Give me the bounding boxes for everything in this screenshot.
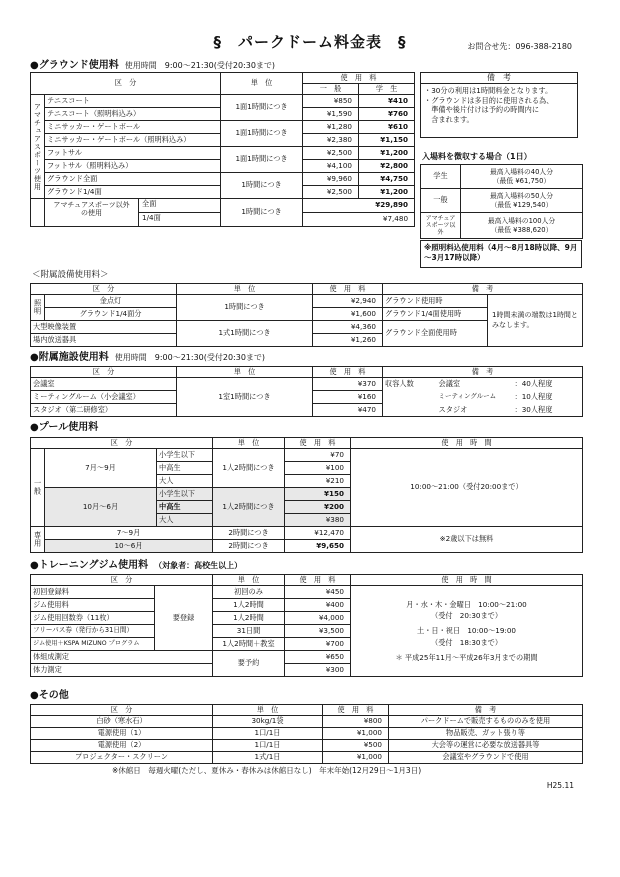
- facility-hours: 使用時間 9:00～21:30(受付20:30まで): [114, 353, 266, 362]
- pool-exclusive-label: 専用: [31, 527, 45, 553]
- ground-row-general: ¥1,280: [303, 121, 359, 134]
- light-label: 照明: [31, 295, 45, 321]
- facility-room: 会議室: [433, 378, 513, 391]
- other-row-note: パークドームで販売するもののみを使用: [389, 716, 583, 728]
- facility-row-fee: ¥370: [313, 378, 383, 391]
- other-row-name: 白砂（寒水石）: [31, 716, 213, 728]
- ground-row-unit: 1時間につき: [221, 173, 303, 199]
- gym-row-unit: 31日間: [213, 625, 285, 638]
- ground-row-name: テニスコート（照明料込み）: [45, 108, 221, 121]
- pool-group: 中高生: [157, 501, 213, 514]
- gym-row-name: 初回登録料: [31, 586, 155, 599]
- ground-row-name: グラウンド全面: [45, 173, 221, 186]
- other-heading: ●その他: [30, 690, 69, 701]
- gym-row-name: ジム使用＋KSPA MIZUNO プログラム: [31, 638, 155, 651]
- admission-title: 入場料を徴収する場合（1日）: [422, 152, 532, 161]
- other-use-label: アマチュアスポーツ以外の使用: [45, 199, 139, 226]
- pool-table: [30, 437, 583, 553]
- facility-row-name: 会議室: [31, 378, 177, 391]
- pool-summer-fee: ¥210: [285, 475, 351, 488]
- other-row-name: 電源使用（2）: [31, 740, 213, 752]
- gym-row-fee: ¥3,500: [285, 625, 351, 638]
- revision: H25.11: [546, 781, 574, 790]
- gym-row-fee: ¥450: [285, 586, 351, 599]
- pool-exclusive-fee: ¥12,470: [285, 527, 351, 540]
- pool-exclusive-period: 10～6月: [45, 540, 213, 553]
- ground-row-general: ¥850: [303, 95, 359, 108]
- ground-row-student: ¥4,750: [359, 173, 415, 186]
- ground-hours: 使用時間 9:00～21:30(受付20:30まで): [124, 61, 276, 70]
- equip-heading: ＜附属設備使用料＞: [32, 270, 109, 280]
- pool-winter-fee: ¥150: [285, 488, 351, 501]
- facility-heading-text: ●附属施設使用料: [30, 352, 109, 363]
- admission-desc: 最高入場料の50人分: [489, 191, 554, 200]
- other-row-fee: ¥500: [323, 740, 389, 752]
- ground-remarks-head: 備 考: [421, 73, 577, 84]
- gym-table: [30, 574, 583, 677]
- other-row-fee: ¥800: [323, 716, 389, 728]
- ground-row-general: ¥1,590: [303, 108, 359, 121]
- gym-row-fee: ¥4,000: [285, 612, 351, 625]
- admission-who: 一般: [421, 189, 461, 213]
- gym-row-name: 体組成測定: [31, 651, 213, 664]
- ground-table: [30, 72, 415, 227]
- equip-row-note: グラウンド1/4面使用時: [383, 308, 488, 321]
- ground-row-unit: 1面1時間につき: [221, 121, 303, 147]
- pool-exclusive-period: 7～9月: [45, 527, 213, 540]
- pool-hours: 10:00～21:00（受付20:00まで）: [351, 449, 583, 527]
- ground-row-student: ¥2,800: [359, 160, 415, 173]
- ground-row-name: グラウンド1/4面: [45, 186, 221, 199]
- facility-heading: [30, 352, 265, 364]
- page-title: § パークドーム料金表 §: [213, 33, 407, 51]
- other-h-unit: 単 位: [213, 705, 323, 716]
- admission-desc: 最高入場料の40人分: [489, 167, 554, 176]
- ground-row-unit: 1面1時間につき: [221, 95, 303, 121]
- facility-row-name: ミーティングルーム（小会議室）: [31, 391, 177, 404]
- pool-group: 大人: [157, 475, 213, 488]
- ground-row-unit: 1面1時間につき: [221, 147, 303, 173]
- pool-group: 中高生: [157, 462, 213, 475]
- other-row-unit: 30kg/1袋: [213, 716, 323, 728]
- gym-h-hours: 使 用 時 間: [351, 575, 583, 586]
- ground-h-student: 学 生: [359, 84, 415, 95]
- gym-reg-label: 要登録: [155, 586, 213, 651]
- admission-min: （最低 ¥129,540）: [490, 200, 553, 209]
- gym-row-fee: ¥300: [285, 664, 351, 677]
- other-row-fee: ¥29,890: [303, 199, 415, 213]
- pool-summer: 7月～9月: [45, 449, 157, 488]
- ground-row-name: フットサル（照明料込み）: [45, 160, 221, 173]
- facility-h-fee: 使 用 料: [313, 367, 383, 378]
- pool-unit: 1人2時間につき: [213, 488, 285, 527]
- equip-row-unit: 1式1時間につき: [177, 321, 313, 347]
- ground-h-category: 区 分: [31, 73, 221, 95]
- equip-table: [30, 283, 583, 347]
- admission-table: [420, 164, 583, 239]
- pool-h-category: 区 分: [31, 438, 213, 449]
- gym-weekday-rec: （受付 20:30まで）: [431, 611, 503, 621]
- pool-winter: 10月～6月: [45, 488, 157, 527]
- other-row-unit: 1口/1日: [213, 740, 323, 752]
- gym-row-unit: 1人2時間＋教室: [213, 638, 285, 651]
- pool-exclusive-unit: 2時間につき: [213, 527, 285, 540]
- pool-note: ※2歳以下は無料: [351, 527, 583, 553]
- other-h-fee: 使 用 料: [323, 705, 389, 716]
- gym-weekend: 土・日・祝日 10:00～19:00: [417, 626, 516, 636]
- gym-heading-text: ●トレーニングジム使用料: [30, 560, 149, 571]
- admission-desc: 最高入場料の100人分: [487, 216, 556, 225]
- pool-group: 大人: [157, 514, 213, 527]
- ground-row-general: ¥2,500: [303, 186, 359, 199]
- pool-heading: ●プール使用料: [30, 422, 99, 433]
- gym-row-fee: ¥650: [285, 651, 351, 664]
- equip-row-note: グラウンド使用時: [383, 295, 488, 308]
- equip-h-category: 区 分: [31, 284, 177, 295]
- equip-row-note: グラウンド全面使用時: [383, 321, 488, 347]
- ground-row-name: ミニサッカー・ゲートボール: [45, 121, 221, 134]
- gym-row-unit: 1人2時間: [213, 612, 285, 625]
- other-row-fee: ¥1,000: [323, 728, 389, 740]
- ground-row-name: テニスコート: [45, 95, 221, 108]
- facility-cap: ：30人程度: [513, 404, 583, 417]
- pool-h-fee: 使 用 料: [285, 438, 351, 449]
- facility-h-unit: 単 位: [177, 367, 313, 378]
- pool-group: 小学生以下: [157, 449, 213, 462]
- equip-row-fee: ¥4,360: [313, 321, 383, 334]
- other-row-unit: 1時間につき: [221, 199, 303, 227]
- equip-row-name: 金点灯: [45, 295, 177, 308]
- ground-row-student: ¥1,150: [359, 134, 415, 147]
- pool-summer-fee: ¥100: [285, 462, 351, 475]
- ground-row-student: ¥610: [359, 121, 415, 134]
- facility-row-name: スタジオ（第二研修室）: [31, 404, 177, 417]
- gym-h-category: 区 分: [31, 575, 213, 586]
- gym-row-unit: 初回のみ: [213, 586, 285, 599]
- gym-row-name: ジム使用回数券（11枚）: [31, 612, 155, 625]
- ground-row-general: ¥9,960: [303, 173, 359, 186]
- facility-room: ミーティングルーム: [438, 392, 497, 401]
- equip-row-fee: ¥1,260: [313, 334, 383, 347]
- capacity-label: 収容人数: [383, 378, 433, 417]
- facility-row-fee: ¥160: [313, 391, 383, 404]
- pool-exclusive-unit: 2時間につき: [213, 540, 285, 553]
- equip-h-fee: 使 用 料: [313, 284, 383, 295]
- ground-remarks-text: ・30分の利用は1時間料金となります。 ・グラウンドは多目的に使用される為、 準備や後片付けは予約の時間内に 含まれます。: [424, 86, 554, 125]
- ground-row-name: ミニサッカー・ゲートボール（照明料込み）: [45, 134, 221, 147]
- gym-period-note: ＊ 平成25年11月～平成26年3月までの期間: [395, 652, 538, 662]
- ground-row-general: ¥2,380: [303, 134, 359, 147]
- pool-general-label: 一般: [31, 449, 45, 527]
- ground-row-student: ¥410: [359, 95, 415, 108]
- ground-row-name: フットサル: [45, 147, 221, 160]
- equip-row-name: 場内放送器具: [31, 334, 177, 347]
- equip-h-unit: 単 位: [177, 284, 313, 295]
- other-use-cell: [45, 199, 221, 227]
- gym-h-unit: 単 位: [213, 575, 285, 586]
- equip-row-unit: 1時間につき: [177, 295, 313, 321]
- gym-h-fee: 使 用 料: [285, 575, 351, 586]
- other-row-name: 電源使用（1）: [31, 728, 213, 740]
- other-row-fee: ¥1,000: [323, 752, 389, 764]
- gym-row-name: 体力測定: [31, 664, 213, 677]
- other-row-note: 大会等の運営に必要な放送器具等: [389, 740, 583, 752]
- other-row-name: 1/4面: [142, 213, 161, 222]
- contact-info: お問合せ先：096-388-2180: [467, 42, 572, 51]
- pool-unit: 1人2時間につき: [213, 449, 285, 488]
- other-h-category: 区 分: [31, 705, 213, 716]
- facility-h-category: 区 分: [31, 367, 177, 378]
- pool-exclusive-fee: ¥9,650: [285, 540, 351, 553]
- gym-weekend-rec: （受付 18:30まで）: [431, 637, 503, 647]
- facility-table: [30, 366, 583, 417]
- facility-cap: ：40人程度: [513, 378, 583, 391]
- admission-min: （最低 ¥61,750）: [492, 176, 551, 185]
- other-row-note: 物品販売、ガット張り等: [389, 728, 583, 740]
- ground-row-student: ¥760: [359, 108, 415, 121]
- equip-h-remarks: 備 考: [383, 284, 583, 295]
- other-use-spacer: [31, 199, 45, 227]
- ground-row-student: ¥1,200: [359, 186, 415, 199]
- ground-h-general: 一 般: [303, 84, 359, 95]
- facility-unit: 1室1時間につき: [177, 378, 313, 417]
- lighting-note: ※照明料込使用料（4月～8月18時以降、9月～3月17時以降）: [420, 240, 582, 268]
- other-row-unit: 1口/1日: [213, 728, 323, 740]
- pool-winter-fee: ¥200: [285, 501, 351, 514]
- ground-h-unit: 単 位: [221, 73, 303, 95]
- ground-h-fee: 使 用 料: [303, 73, 415, 84]
- ground-row-student: ¥1,200: [359, 147, 415, 160]
- admission-min: （最低 ¥388,620）: [490, 225, 553, 234]
- gym-weekday: 月・水・木・金曜日 10:00～21:00: [406, 600, 527, 610]
- facility-row-fee: ¥470: [313, 404, 383, 417]
- facility-room: スタジオ: [433, 404, 513, 417]
- admission-who: アマチュアスポーツ以外: [421, 213, 461, 239]
- admission-who: 学生: [421, 165, 461, 189]
- pool-winter-fee: ¥380: [285, 514, 351, 527]
- other-h-remarks: 備 考: [389, 705, 583, 716]
- other-row-unit: 1式/1日: [213, 752, 323, 764]
- other-table: [30, 704, 583, 764]
- closed-days: ※休館日 毎週火曜(ただし、夏休み・春休みは休館日なし) 年末年始(12月29日～1月3日): [112, 766, 422, 775]
- other-row-name: 全面: [139, 199, 220, 213]
- gym-row-fee: ¥400: [285, 599, 351, 612]
- equip-row-fee: ¥1,600: [313, 308, 383, 321]
- ground-heading-text: ●グラウンド使用料: [30, 60, 119, 71]
- ground-heading: [30, 60, 275, 72]
- other-row-name: プロジェクター・スクリーン: [31, 752, 213, 764]
- facility-cap: ：10人程度: [513, 391, 583, 404]
- pool-h-unit: 単 位: [213, 438, 285, 449]
- other-row-note: 会議室やグラウンドで使用: [389, 752, 583, 764]
- gym-row-unit: 要予約: [213, 651, 285, 677]
- gym-row-fee: ¥700: [285, 638, 351, 651]
- pool-group: 小学生以下: [157, 488, 213, 501]
- pool-summer-fee: ¥70: [285, 449, 351, 462]
- gym-row-unit: 1人2時間: [213, 599, 285, 612]
- amateur-label: アマチュアスポーツ使用: [31, 95, 45, 199]
- equip-row-name: 大型映像装置: [31, 321, 177, 334]
- equip-row-name: グラウンド1/4面分: [45, 308, 177, 321]
- ground-row-general: ¥4,100: [303, 160, 359, 173]
- ground-row-general: ¥2,500: [303, 147, 359, 160]
- gym-heading: [30, 560, 242, 572]
- pool-h-hours: 使 用 時 間: [351, 438, 583, 449]
- gym-row-name: ジム使用料: [31, 599, 155, 612]
- equip-row-fee: ¥2,940: [313, 295, 383, 308]
- gym-target: （対象者：高校生以上）: [154, 561, 243, 570]
- ground-remarks-box: [420, 72, 578, 138]
- gym-row-name: フリーパス券（発行から31日間）: [31, 625, 155, 638]
- other-row-fee: ¥7,480: [303, 213, 415, 227]
- facility-h-remarks: 備 考: [383, 367, 583, 378]
- equip-remark: 1時間未満の端数は1時間とみなします。: [488, 295, 583, 347]
